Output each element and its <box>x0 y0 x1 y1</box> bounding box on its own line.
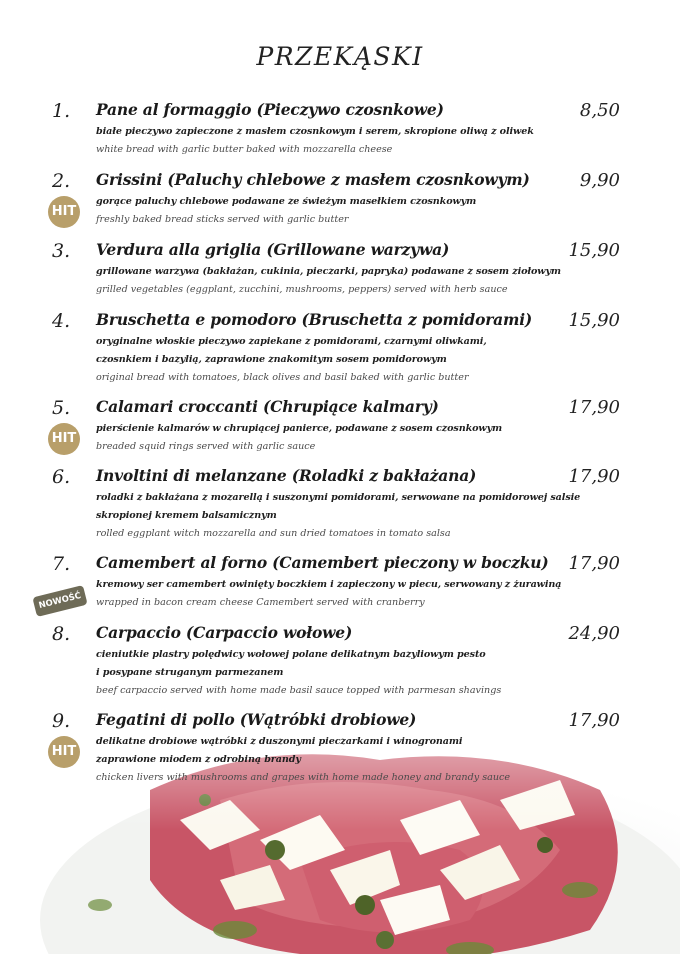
item-name: Fegatini di pollo (Wątróbki drobiowe) <box>96 710 417 729</box>
item-price: 15,90 <box>568 310 620 331</box>
item-number: 7. <box>52 553 71 575</box>
item-number: 3. <box>52 240 71 262</box>
item-name: Camembert al forno (Camembert pieczony w boczku) <box>96 553 549 572</box>
new-badge: NOWOŚĆ <box>32 585 87 617</box>
item-description-en: wrapped in bacon cream cheese Camembert served with cranberry <box>96 597 425 608</box>
item-name: Carpaccio (Carpaccio wołowe) <box>96 623 353 642</box>
item-name: Verdura alla griglia (Grillowane warzywa) <box>96 240 450 259</box>
item-description-pl: grillowane warzywa (bakłażan, cukinia, pieczarki, papryka) podawane z sosem ziołowym <box>96 266 561 277</box>
item-description-pl: roladki z bakłażana z mozarellą i suszonymi pomidorami, serwowane na pomidorowej salsie <box>96 492 581 503</box>
item-description-en: beef carpaccio served with home made basil sauce topped with parmesan shavings <box>96 685 502 696</box>
item-number: 5. <box>52 397 71 419</box>
item-description-pl: białe pieczywo zapieczone z masłem czosnkowym i serem, skropione oliwą z oliwek <box>96 126 534 137</box>
item-description-pl: oryginalne włoskie pieczywo zapiekane z pomidorami, czarnymi oliwkami, <box>96 336 487 347</box>
item-description-pl: pierścienie kalmarów w chrupiącej panierce, podawane z sosem czosnkowym <box>96 423 503 434</box>
item-name: Calamari croccanti (Chrupiące kalmary) <box>96 397 439 416</box>
item-name: Grissini (Paluchy chlebowe z masłem czosnkowym) <box>96 170 530 189</box>
item-description-pl: delikatne drobiowe wątróbki z duszonymi pieczarkami i winogronami <box>96 736 463 747</box>
item-price: 8,50 <box>579 100 620 121</box>
hit-badge: HIT <box>48 736 80 768</box>
item-description-en: white bread with garlic butter baked with mozzarella cheese <box>96 144 393 155</box>
item-price: 15,90 <box>568 240 620 261</box>
item-number: 4. <box>52 310 71 332</box>
item-price: 17,90 <box>568 397 620 418</box>
page-title: PRZEKĄSKI <box>256 42 424 71</box>
item-price: 9,90 <box>579 170 620 191</box>
item-description-pl: i posypane struganym parmezanem <box>96 667 284 678</box>
item-description-pl: skropionej kremem balsamicznym <box>96 510 277 521</box>
item-description-en: breaded squid rings served with garlic sauce <box>96 441 316 452</box>
item-description-en: freshly baked bread sticks served with garlic butter <box>96 214 349 225</box>
hit-badge: HIT <box>48 196 80 228</box>
item-description-en: grilled vegetables (eggplant, zucchini, mushrooms, peppers) served with herb sauce <box>96 284 508 295</box>
item-price: 17,90 <box>568 710 620 731</box>
item-description-en: original bread with tomatoes, black olives and basil baked with garlic butter <box>96 372 469 383</box>
item-description-pl: czosnkiem i bazylią, zaprawione znakomitym sosem pomidorowym <box>96 354 447 365</box>
item-description-pl: gorące paluchy chlebowe podawane ze świeżym masełkiem czosnkowym <box>96 196 477 207</box>
item-name: Involtini di melanzane (Roladki z bakłażana) <box>96 466 477 485</box>
item-number: 8. <box>52 623 71 645</box>
item-number: 6. <box>52 466 71 488</box>
item-price: 24,90 <box>568 623 620 644</box>
item-name: Bruschetta e pomodoro (Bruschetta z pomidorami) <box>96 310 533 329</box>
item-description-pl: kremowy ser camembert owinięty boczkiem i zapieczony w piecu, serwowany z żurawiną <box>96 579 562 590</box>
item-price: 17,90 <box>568 553 620 574</box>
item-description-pl: zaprawione miodem z odrobiną brandy <box>96 754 301 765</box>
item-number: 1. <box>52 100 71 122</box>
item-description-pl: cieniutkie plastry polędwicy wołowej polane delikatnym bazyliowym pesto <box>96 649 486 660</box>
item-price: 17,90 <box>568 466 620 487</box>
item-name: Pane al formaggio (Pieczywo czosnkowe) <box>96 100 444 119</box>
item-number: 9. <box>52 710 71 732</box>
item-description-en: chicken livers with mushrooms and grapes with home made honey and brandy sauce <box>96 772 511 783</box>
item-number: 2. <box>52 170 71 192</box>
item-description-en: rolled eggplant witch mozzarella and sun dried tomatoes in tomato salsa <box>96 528 451 539</box>
hit-badge: HIT <box>48 423 80 455</box>
